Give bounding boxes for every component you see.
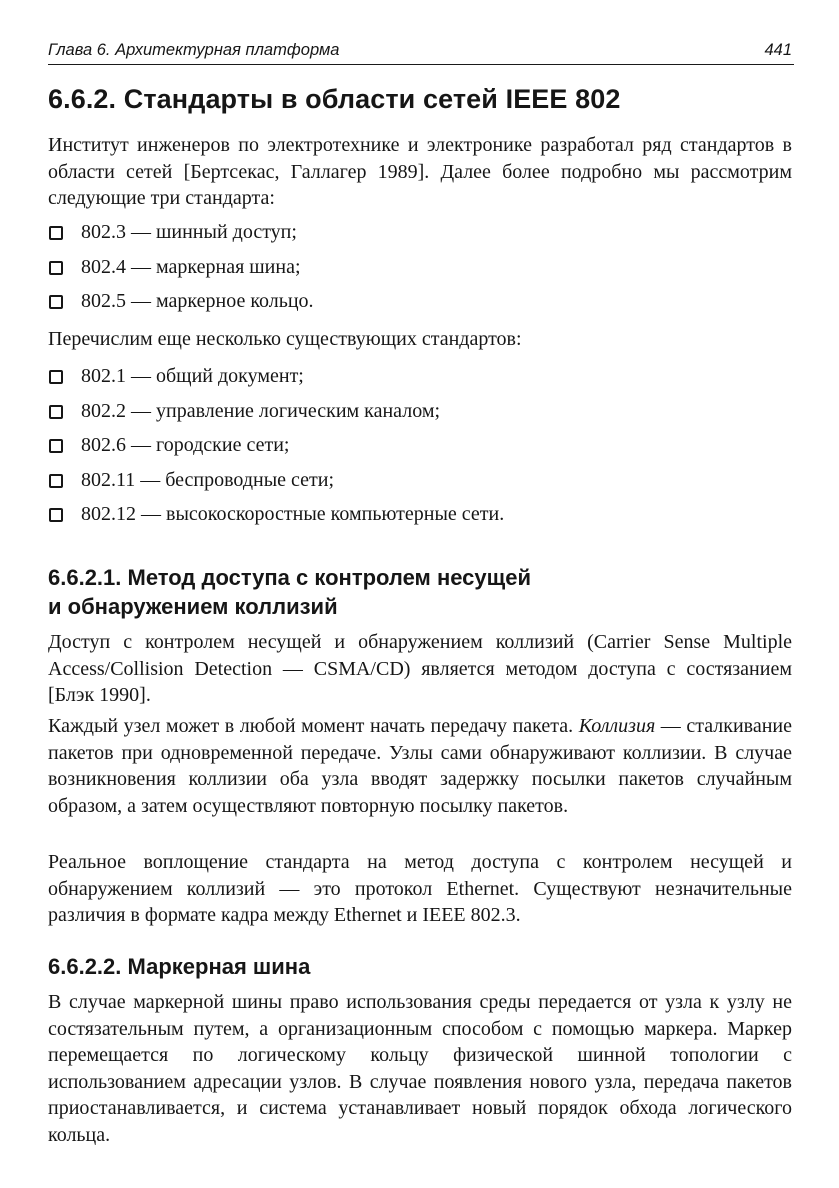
checkbox-bullet-icon xyxy=(49,261,63,275)
list-item: 802.4 — маркерная шина; xyxy=(48,254,792,289)
csma-cd-paragraph-1: Доступ с контролем несущей и обнаружением коллизий (Carrier Sense Multiple Access/Collision Detection — CSMA/CD) является методом доступа с состязанием [Блэк 1990]. xyxy=(48,631,792,706)
section-title: 6.6.2. Стандарты в области сетей IEEE 802 xyxy=(48,84,621,114)
subsection-title-csma-cd: 6.6.2.1. Метод доступа с контролем несущей и обнаружением коллизий xyxy=(48,565,531,619)
list-item: 802.11 — беспроводные сети; xyxy=(48,467,792,502)
checkbox-bullet-icon xyxy=(49,508,63,522)
list2-intro: Перечислим еще несколько существующих стандартов: xyxy=(48,328,522,350)
csma-cd-paragraph-3: Реальное воплощение стандарта на метод доступа с контролем несущей и обнаружением коллизий — это протокол Ethernet. Существуют незначительные различия в формате кадра между Ethernet и IEEE 802.3. xyxy=(48,851,792,926)
checkbox-bullet-icon xyxy=(49,474,63,488)
token-bus-paragraph: В случае маркерной шины право использования среды передается от узла к узлу не состязательным путем, а организационным способом с помощью маркера. Маркер перемещается по логическому кольцу физической шинной топологии с использованием адресации узлов. В случае появления нового узла, передача пакетов приостанавливается, и система устанавливает новый порядок обхода логического кольца. xyxy=(48,991,792,1146)
checkbox-bullet-icon xyxy=(49,439,63,453)
list-item: 802.12 — высокоскоростные компьютерные сети. xyxy=(48,501,792,536)
list-item: 802.1 — общий документ; xyxy=(48,363,792,398)
page-number: 441 xyxy=(764,41,792,59)
list-item: 802.2 — управление логическим каналом; xyxy=(48,398,792,433)
term-collision: Коллизия xyxy=(578,715,656,737)
chapter-title: Глава 6. Архитектурная платформа xyxy=(48,41,340,59)
checkbox-bullet-icon xyxy=(49,370,63,384)
checkbox-bullet-icon xyxy=(49,226,63,240)
csma-cd-paragraph-2: Каждый узел может в любой момент начать передачу пакета. Коллизия — сталкивание пакетов при одновременной передаче. Узлы сами обнаруживают коллизии. В случае возникновения коллизии оба узла вводят задержку посылки пакетов случайным образом, а затем осуществляют повторную посылку пакетов. xyxy=(48,715,792,817)
list-item: 802.6 — городские сети; xyxy=(48,432,792,467)
standards-list-other xyxy=(48,363,792,536)
checkbox-bullet-icon xyxy=(49,405,63,419)
section-intro: Институт инженеров по электротехнике и электронике разработал ряд стандартов в области сетей [Бертсекас, Галлагер 1989]. Далее более подробно мы рассмотрим следующие три стандарта: xyxy=(48,134,792,209)
standards-list-main xyxy=(48,219,792,323)
subsection-title-token-bus: 6.6.2.2. Маркерная шина xyxy=(48,954,311,979)
checkbox-bullet-icon xyxy=(49,295,63,309)
list-item: 802.3 — шинный доступ; xyxy=(48,219,792,254)
running-header xyxy=(48,38,794,65)
list-item: 802.5 — маркерное кольцо. xyxy=(48,288,792,323)
